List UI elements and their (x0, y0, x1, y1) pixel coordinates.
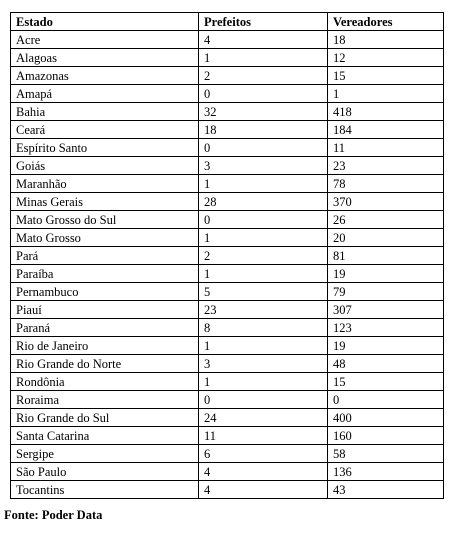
cell-estado: Pará (11, 247, 199, 265)
table-row (11, 229, 444, 247)
cell-vereadores: 136 (328, 463, 444, 481)
cell-estado: Ceará (11, 121, 199, 139)
cell-prefeitos: 1 (199, 229, 328, 247)
cell-vereadores: 418 (328, 103, 444, 121)
table-row (11, 445, 444, 463)
cell-prefeitos: 8 (199, 319, 328, 337)
table-row (11, 373, 444, 391)
cell-vereadores: 58 (328, 445, 444, 463)
table-row (11, 409, 444, 427)
cell-vereadores: 79 (328, 283, 444, 301)
header-prefeitos: Prefeitos (199, 13, 328, 31)
cell-estado: Goiás (11, 157, 199, 175)
cell-vereadores: 81 (328, 247, 444, 265)
cell-prefeitos: 0 (199, 85, 328, 103)
cell-prefeitos: 1 (199, 337, 328, 355)
cell-estado: Maranhão (11, 175, 199, 193)
cell-prefeitos: 11 (199, 427, 328, 445)
cell-vereadores: 123 (328, 319, 444, 337)
cell-vereadores: 307 (328, 301, 444, 319)
cell-prefeitos: 1 (199, 49, 328, 67)
cell-vereadores: 26 (328, 211, 444, 229)
table-row (11, 211, 444, 229)
cell-prefeitos: 1 (199, 373, 328, 391)
cell-estado: Mato Grosso do Sul (11, 211, 199, 229)
cell-vereadores: 12 (328, 49, 444, 67)
table-body (11, 31, 444, 499)
cell-estado: Roraima (11, 391, 199, 409)
cell-estado: Espírito Santo (11, 139, 199, 157)
cell-estado: Paraná (11, 319, 199, 337)
cell-vereadores: 18 (328, 31, 444, 49)
cell-estado: Sergipe (11, 445, 199, 463)
cell-prefeitos: 3 (199, 355, 328, 373)
cell-prefeitos: 2 (199, 247, 328, 265)
cell-prefeitos: 4 (199, 481, 328, 499)
table-row (11, 283, 444, 301)
cell-vereadores: 19 (328, 265, 444, 283)
cell-estado: Amapá (11, 85, 199, 103)
cell-estado: Pernambuco (11, 283, 199, 301)
cell-estado: Paraíba (11, 265, 199, 283)
states-table (10, 12, 444, 499)
table-row (11, 481, 444, 499)
table-row (11, 427, 444, 445)
cell-vereadores: 43 (328, 481, 444, 499)
table-row (11, 175, 444, 193)
table-row (11, 85, 444, 103)
cell-vereadores: 11 (328, 139, 444, 157)
cell-estado: Rio de Janeiro (11, 337, 199, 355)
cell-vereadores: 15 (328, 373, 444, 391)
table-row (11, 355, 444, 373)
cell-prefeitos: 5 (199, 283, 328, 301)
cell-vereadores: 184 (328, 121, 444, 139)
table-header-row (11, 13, 444, 31)
cell-vereadores: 1 (328, 85, 444, 103)
header-vereadores: Vereadores (328, 13, 444, 31)
cell-vereadores: 370 (328, 193, 444, 211)
cell-estado: Rondônia (11, 373, 199, 391)
cell-estado: Alagoas (11, 49, 199, 67)
cell-prefeitos: 1 (199, 265, 328, 283)
source-note: Fonte: Poder Data (4, 508, 103, 522)
cell-prefeitos: 3 (199, 157, 328, 175)
table-row (11, 103, 444, 121)
cell-estado: Santa Catarina (11, 427, 199, 445)
cell-estado: Bahia (11, 103, 199, 121)
table-row (11, 319, 444, 337)
cell-estado: São Paulo (11, 463, 199, 481)
cell-estado: Acre (11, 31, 199, 49)
cell-vereadores: 19 (328, 337, 444, 355)
header-estado: Estado (11, 13, 199, 31)
table-row (11, 391, 444, 409)
cell-vereadores: 20 (328, 229, 444, 247)
cell-estado: Tocantins (11, 481, 199, 499)
cell-prefeitos: 18 (199, 121, 328, 139)
table-row (11, 49, 444, 67)
cell-estado: Rio Grande do Norte (11, 355, 199, 373)
cell-estado: Amazonas (11, 67, 199, 85)
table-row (11, 193, 444, 211)
table-row (11, 265, 444, 283)
cell-prefeitos: 0 (199, 391, 328, 409)
cell-estado: Minas Gerais (11, 193, 199, 211)
cell-prefeitos: 28 (199, 193, 328, 211)
cell-prefeitos: 0 (199, 139, 328, 157)
cell-vereadores: 23 (328, 157, 444, 175)
cell-estado: Piauí (11, 301, 199, 319)
cell-prefeitos: 1 (199, 175, 328, 193)
cell-prefeitos: 32 (199, 103, 328, 121)
cell-vereadores: 15 (328, 67, 444, 85)
cell-estado: Rio Grande do Sul (11, 409, 199, 427)
cell-prefeitos: 2 (199, 67, 328, 85)
table-row (11, 337, 444, 355)
cell-estado: Mato Grosso (11, 229, 199, 247)
cell-prefeitos: 0 (199, 211, 328, 229)
table-row (11, 247, 444, 265)
table-row (11, 31, 444, 49)
cell-prefeitos: 23 (199, 301, 328, 319)
cell-prefeitos: 4 (199, 463, 328, 481)
table-row (11, 301, 444, 319)
cell-prefeitos: 4 (199, 31, 328, 49)
cell-prefeitos: 6 (199, 445, 328, 463)
cell-prefeitos: 24 (199, 409, 328, 427)
cell-vereadores: 48 (328, 355, 444, 373)
table-row (11, 157, 444, 175)
table-row (11, 121, 444, 139)
cell-vereadores: 0 (328, 391, 444, 409)
table-row (11, 139, 444, 157)
table-row (11, 463, 444, 481)
cell-vereadores: 160 (328, 427, 444, 445)
cell-vereadores: 78 (328, 175, 444, 193)
table-row (11, 67, 444, 85)
cell-vereadores: 400 (328, 409, 444, 427)
